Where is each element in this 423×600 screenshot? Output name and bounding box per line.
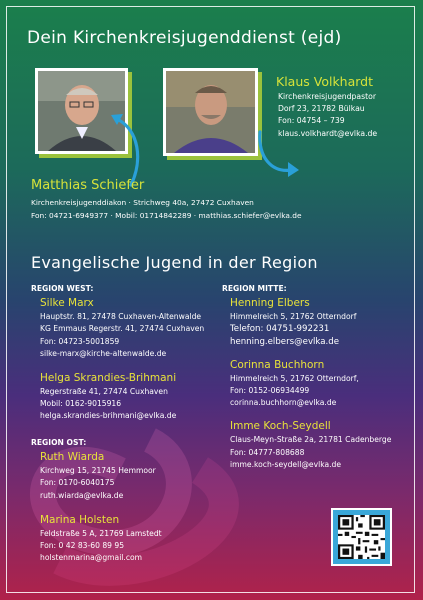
region-ost-label: REGION OST: [31,438,87,447]
person-email[interactable]: corinna.buchhorn@evlka.de [230,398,337,408]
person-name: Ruth Wiarda [40,451,105,464]
deacon-line1: Kirchenkreisjugenddiakon · Strichweg 40a, 27472 Cuxhaven [31,198,254,207]
pastor-phone: Fon: 04754 – 739 [278,116,345,126]
person-line: Fon: 04777-808688 [230,447,305,457]
person-email[interactable]: henning.elbers@evlka.de [230,336,339,347]
person-line: Fon: 0152-06934499 [230,385,310,395]
person-line: Feldstraße 5 A, 21769 Lamstedt [40,528,162,538]
region-mitte [222,283,392,469]
deacon-name: Matthias Schiefer [31,178,145,193]
person-email[interactable]: helga.skrandies-brihmani@evlka.de [40,411,177,421]
person-name: Helga Skrandies-Brihmani [40,371,177,384]
pastor-name: Klaus Volkhardt [276,74,374,89]
person-line: KG Emmaus Regerstr. 41, 27474 Cuxhaven [40,324,205,334]
pastor-contact [278,91,377,140]
person-line: Himmelreich 5, 21762 Otterndorf, [230,373,359,383]
person-name: Corinna Buchhorn [230,358,325,371]
region-west [31,283,205,421]
person-email[interactable]: holstenmarina@gmail.com [40,553,143,563]
region-section-title: Evangelische Jugend in der Region [31,253,318,272]
photo-klaus-volkhardt [163,68,258,156]
qr-code[interactable] [331,508,392,566]
region-ost [31,437,162,563]
person-line: Fon: 0 42 83-60 89 95 [40,540,125,550]
pastor-role: Kirchenkreisjugendpastor [278,92,377,101]
person-line: Regerstraße 41, 27474 Cuxhaven [40,386,168,396]
person-line: Telefon: 04751-992231 [230,324,330,335]
person-email[interactable]: silke-marx@kirche-altenwalde.de [40,348,167,358]
person-name: Marina Holsten [40,513,120,526]
person-line: Mobil: 0162-9015916 [40,399,122,409]
pastor-email[interactable]: klaus.volkhardt@evlka.de [278,128,378,138]
person-line: Claus-Meyn-Straße 2a, 21781 Cadenberge [230,435,392,445]
person-line: Kirchweg 15, 21745 Hemmoor [40,466,156,476]
person-line: Hauptstr. 81, 27478 Cuxhaven-Altenwalde [40,312,202,322]
header-title: Dein Kirchenkreisjugenddienst (ejd) [27,28,342,48]
person-email[interactable]: ruth.wiarda@evlka.de [40,490,124,500]
person-email[interactable]: imme.koch-seydell@evlka.de [230,459,342,469]
person-name: Henning Elbers [230,297,310,310]
person-name: Imme Koch-Seydell [230,420,331,433]
person-line: Himmelreich 5, 21762 Otterndorf [230,312,357,322]
region-west-label: REGION WEST: [31,284,94,293]
deacon-line2[interactable]: Fon: 04721-6949377 · Mobil: 01714842289 · matthias.schiefer@evlka.de [31,211,302,220]
qr-code-icon [338,515,385,559]
person-name: Silke Marx [40,297,94,310]
person-line: Fon: 04723-5001859 [40,336,120,346]
person-line: Fon: 0170-6040175 [40,478,115,488]
deacon-contact [31,196,302,222]
region-mitte-label: REGION MITTE: [222,284,287,293]
pastor-address: Dorf 23, 21782 Bülkau [278,104,365,114]
